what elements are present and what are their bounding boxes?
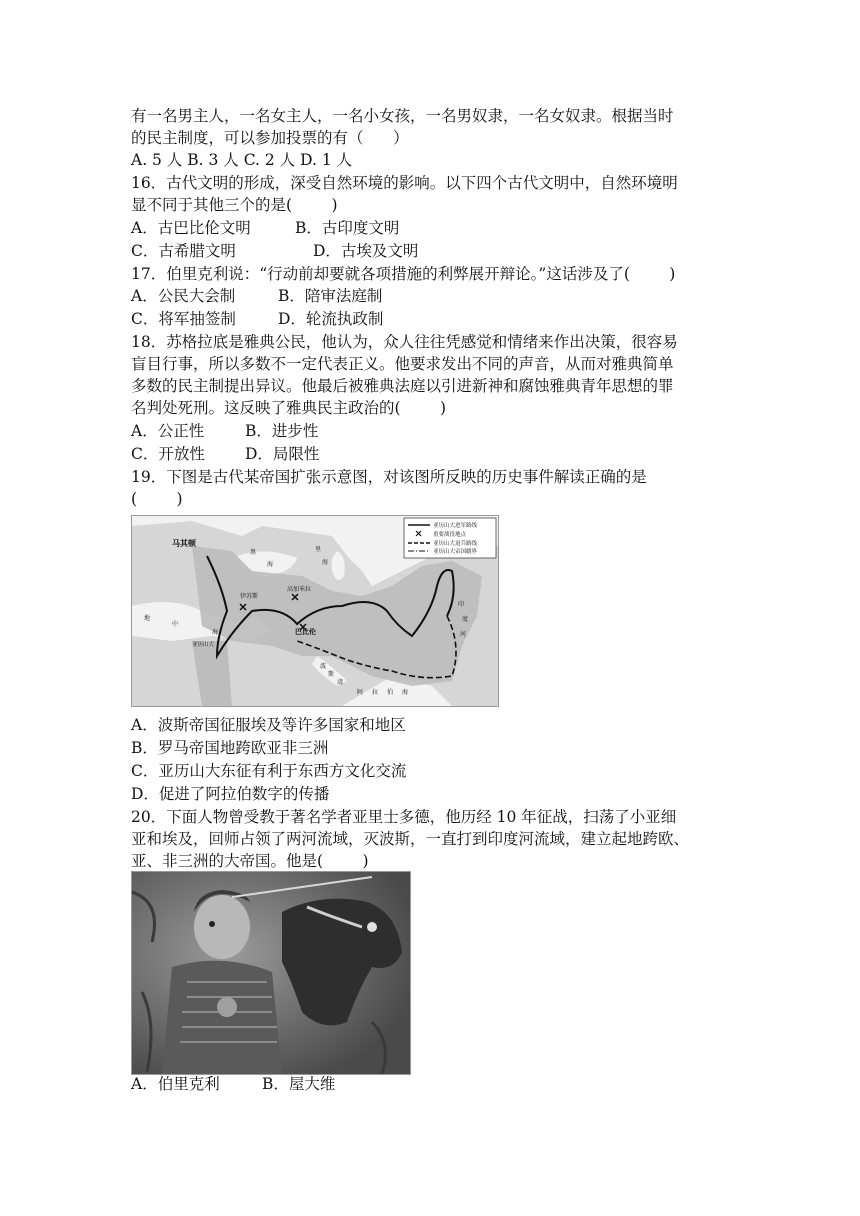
q15-text-line-1: 有一名男主人，一名女主人，一名小女孩，一名男奴隶，一名女奴隶。根据当时 <box>131 107 674 125</box>
label-arabian-sea-4: 海 <box>402 689 409 696</box>
q19-option-b: B．罗马帝国地跨欧亚非三洲 <box>131 739 329 757</box>
q20-option-b: B．屋大维 <box>262 1075 336 1093</box>
q19-option-d: D．促进了阿拉伯数字的传播 <box>131 785 330 803</box>
label-arabian-sea-1: 阿 <box>357 689 364 696</box>
label-black-sea-1: 黑 <box>250 549 257 556</box>
q17-option-b: B．陪审法庭制 <box>278 287 383 305</box>
label-indus-3: 河 <box>460 631 467 638</box>
label-persian-gulf-2: 斯 <box>328 671 335 678</box>
alexander-empire-map <box>131 515 499 707</box>
q18-text-line-1: 18．苏格拉底是雅典公民，他认为，众人往往凭感觉和情绪来作出决策，很容易 <box>131 333 678 351</box>
q16-option-a: A．古巴比伦文明 <box>131 219 251 237</box>
q17-text-line-1: 17．伯里克利说：“行动前却要就各项措施的利弊展开辩论。”这话涉及了( ) <box>131 265 676 283</box>
q16-option-d: D．古埃及文明 <box>313 242 419 260</box>
label-caspian-2: 海 <box>322 559 329 566</box>
label-arabian-sea-3: 伯 <box>387 689 394 696</box>
q18-option-b: B．进步性 <box>245 422 319 440</box>
q20-text-line-2: 亚和埃及，回师占领了两河流域，灭波斯，一直打到印度河流域，建立起地跨欧、 <box>131 830 690 848</box>
label-black-sea-2: 海 <box>267 561 274 568</box>
mosaic-drawing <box>132 872 410 1074</box>
q18-text-line-3: 多数的民主制提出异议。他最后被雅典法庭以引进新神和腐蚀雅典青年思想的罪 <box>131 377 674 395</box>
alexander-mosaic-image <box>131 871 411 1075</box>
map-drawing <box>132 516 498 706</box>
legend-battle-site: 重要战役地点 <box>433 532 467 538</box>
q19-text-line-1: 19．下图是古代某帝国扩张示意图，对该图所反映的历史事件解读正确的是 <box>131 468 647 486</box>
q19-text-line-2: ( ) <box>131 490 183 508</box>
label-persian-gulf-1: 波 <box>320 663 327 670</box>
q18-text-line-4: 名判处死刑。这反映了雅典民主政治的( ) <box>131 399 447 417</box>
legend-retreat-route: 亚历山大退兵路线 <box>433 541 478 547</box>
q18-text-line-2: 盲目行事，所以多数不一定代表正义。他要求发出不同的声音，从而对雅典简单 <box>131 355 674 373</box>
q16-text-line-2: 显不同于其他三个的是( ) <box>131 196 338 214</box>
legend-advance-route: 亚历山大进军路线 <box>433 523 478 529</box>
q19-option-c: C．亚历山大东征有利于东西方文化交流 <box>131 762 407 780</box>
q18-option-d: D．局限性 <box>245 445 320 463</box>
q17-option-c: C．将军抽签制 <box>131 310 236 328</box>
q17-option-a: A．公民大会制 <box>131 287 236 305</box>
label-gaugamela: 高加米拉 <box>287 586 312 593</box>
label-indus-2: 度 <box>462 616 469 623</box>
legend-empire-boundary: 亚历山大帝国疆界 <box>433 549 478 555</box>
label-med-2: 中 <box>172 621 179 628</box>
q18-option-a: A．公正性 <box>131 422 205 440</box>
label-macedonia: 马其顿 <box>172 539 196 548</box>
q16-option-c: C．古希腊文明 <box>131 242 236 260</box>
q19-option-a: A．波斯帝国征服埃及等许多国家和地区 <box>131 716 406 734</box>
q20-option-a: A．伯里克利 <box>131 1075 220 1093</box>
q18-option-c: C．开放性 <box>131 445 205 463</box>
label-issus: 伊苏斯 <box>240 593 259 600</box>
q20-text-line-1: 20．下面人物曾受教于著名学者亚里士多德，他历经 10 年征战，扫荡了小亚细 <box>131 808 677 826</box>
label-arabian-sea-2: 拉 <box>372 689 379 696</box>
q16-option-b: B．古印度文明 <box>295 219 400 237</box>
q20-text-line-3: 亚、非三洲的大帝国。他是( ) <box>131 852 369 870</box>
label-med-1: 地 <box>144 615 151 622</box>
q17-option-d: D．轮流执政制 <box>278 310 384 328</box>
label-persian-gulf-3: 湾 <box>337 679 344 686</box>
label-alexandria: 亚历山大 <box>192 642 215 648</box>
q15-options: A. 5 人 B. 3 人 C. 2 人 D. 1 人 <box>131 151 353 169</box>
label-babylon: 巴比伦 <box>295 628 316 636</box>
q15-text-line-2: 的民主制度，可以参加投票的有（ ） <box>131 129 409 147</box>
label-med-3: 海 <box>212 629 219 636</box>
q16-text-line-1: 16．古代文明的形成，深受自然环境的影响。以下四个古代文明中，自然环境明 <box>131 174 678 192</box>
label-indus-1: 印 <box>458 601 465 608</box>
label-caspian-1: 里 <box>315 546 322 553</box>
